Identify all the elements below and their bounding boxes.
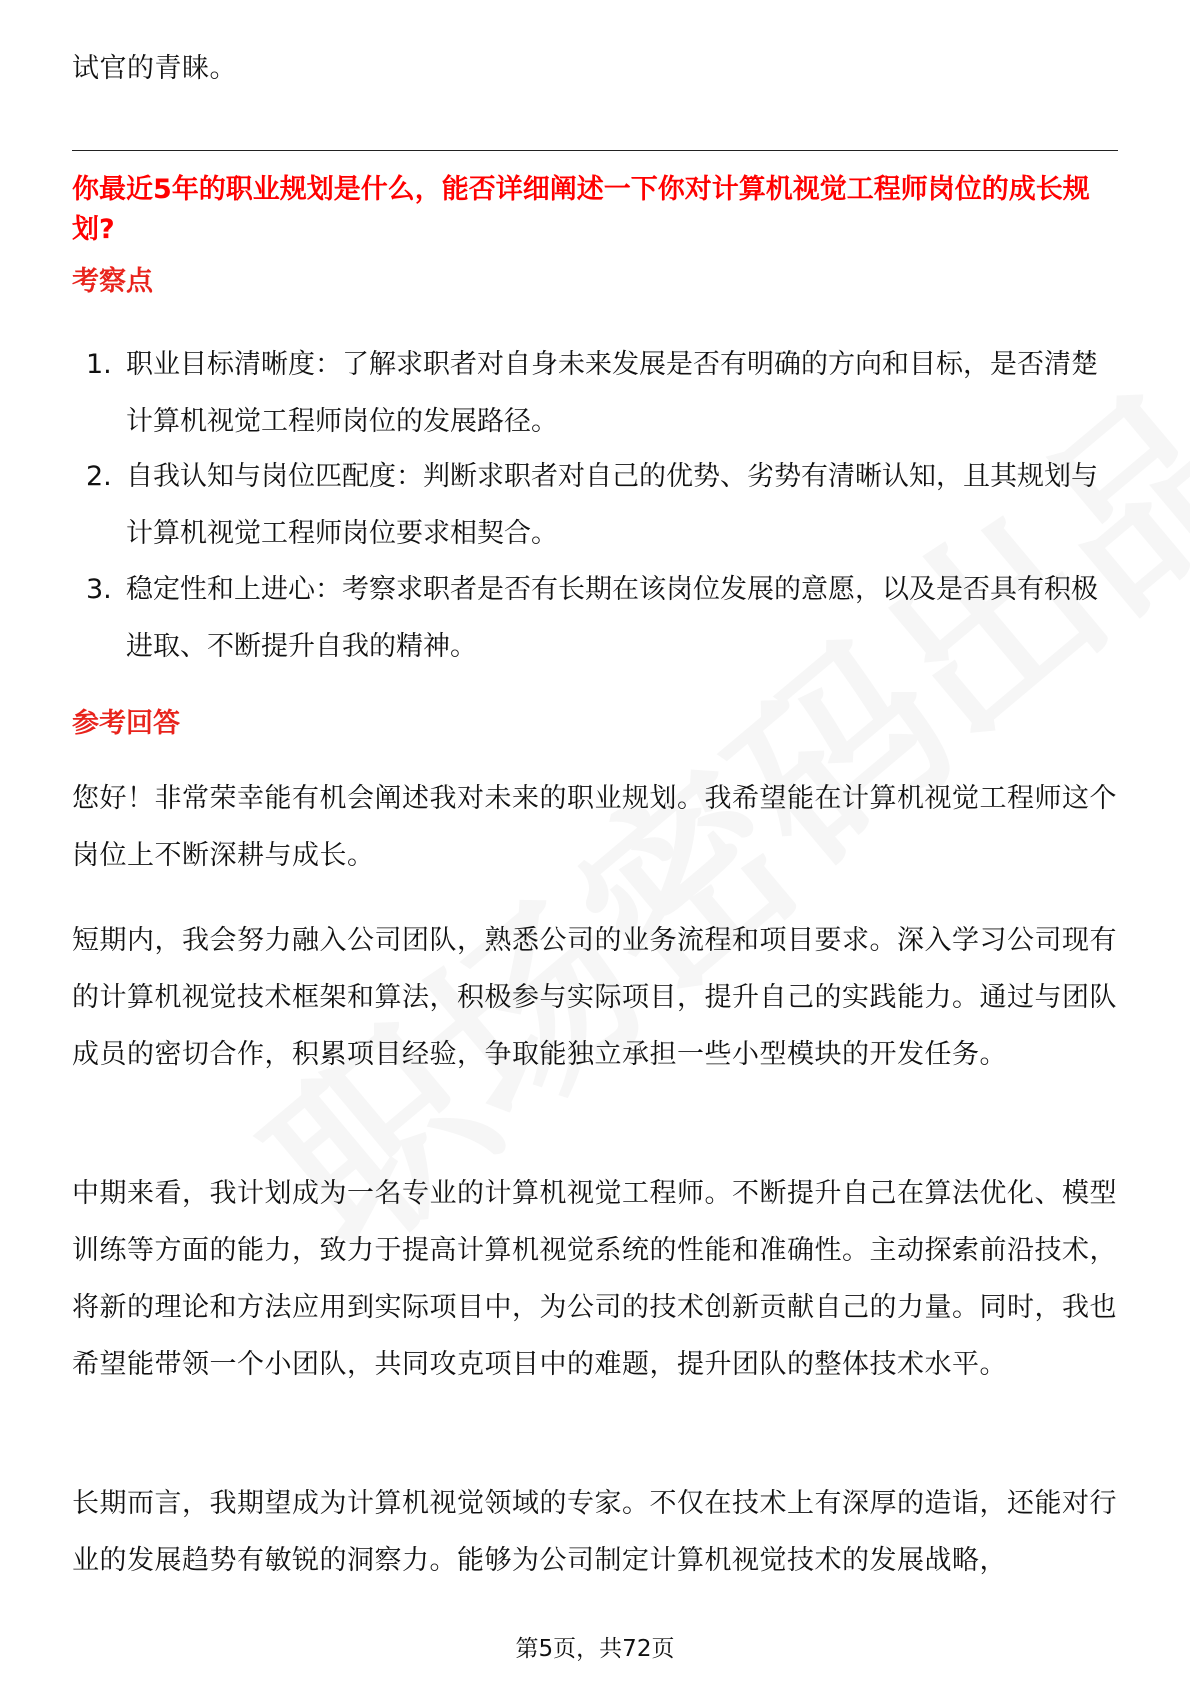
answer-paragraph: 长期而言，我期望成为计算机视觉领域的专家。不仅在技术上有深厚的造诣，还能对行业的发展趋势有敏锐的洞察力。能够为公司制定计算机视觉技术的发展战略， [72, 1488, 1117, 1576]
list-item-text: 稳定性和上进心：考察求职者是否有长期在该岗位发展的意愿，以及是否具有积极进取、不断提升自我的精神。 [126, 574, 1098, 662]
page-number: 第5页，共72页 [515, 1636, 675, 1662]
list-item-text: 职业目标清晰度：了解求职者对自身未来发展是否有明确的方向和目标，是否清楚计算机视觉工程师岗位的发展路径。 [126, 349, 1098, 437]
list-item-number: 1. [86, 349, 112, 380]
list-item [72, 561, 1118, 675]
answer-paragraph: 中期来看，我计划成为一名专业的计算机视觉工程师。不断提升自己在算法优化、模型训练等方面的能力，致力于提高计算机视觉系统的性能和准确性。主动探索前沿技术，将新的理论和方法应用到实际项目中，为公司的技术创新贡献自己的力量。同时，我也希望能带领一个小团队，共同攻克项目中的难题，提升团队的整体技术水平。 [72, 1178, 1117, 1380]
list-item-number: 3. [86, 574, 112, 605]
points-heading: 考察点 [72, 266, 153, 297]
answer-paragraph: 您好！非常荣幸能有机会阐述我对未来的职业规划。我希望能在计算机视觉工程师这个岗位上不断深耕与成长。 [72, 783, 1117, 871]
list-item [72, 336, 1118, 450]
intro-tail-text: 试官的青睐。 [72, 53, 237, 84]
answer-heading: 参考回答 [72, 708, 180, 739]
question-heading: 你最近5年的职业规划是什么，能否详细阐述一下你对计算机视觉工程师岗位的成长规划? [72, 174, 1090, 245]
answer-paragraph: 短期内，我会努力融入公司团队，熟悉公司的业务流程和项目要求。深入学习公司现有的计算机视觉技术框架和算法，积极参与实际项目，提升自己的实践能力。通过与团队成员的密切合作，积累项目经验，争取能独立承担一些小型模块的开发任务。 [72, 925, 1117, 1070]
section-divider [72, 150, 1118, 151]
list-item-text: 自我认知与岗位匹配度：判断求职者对自己的优势、劣势有清晰认知，且其规划与计算机视觉工程师岗位要求相契合。 [126, 461, 1098, 549]
list-item [72, 448, 1118, 562]
list-item-number: 2. [86, 461, 112, 492]
